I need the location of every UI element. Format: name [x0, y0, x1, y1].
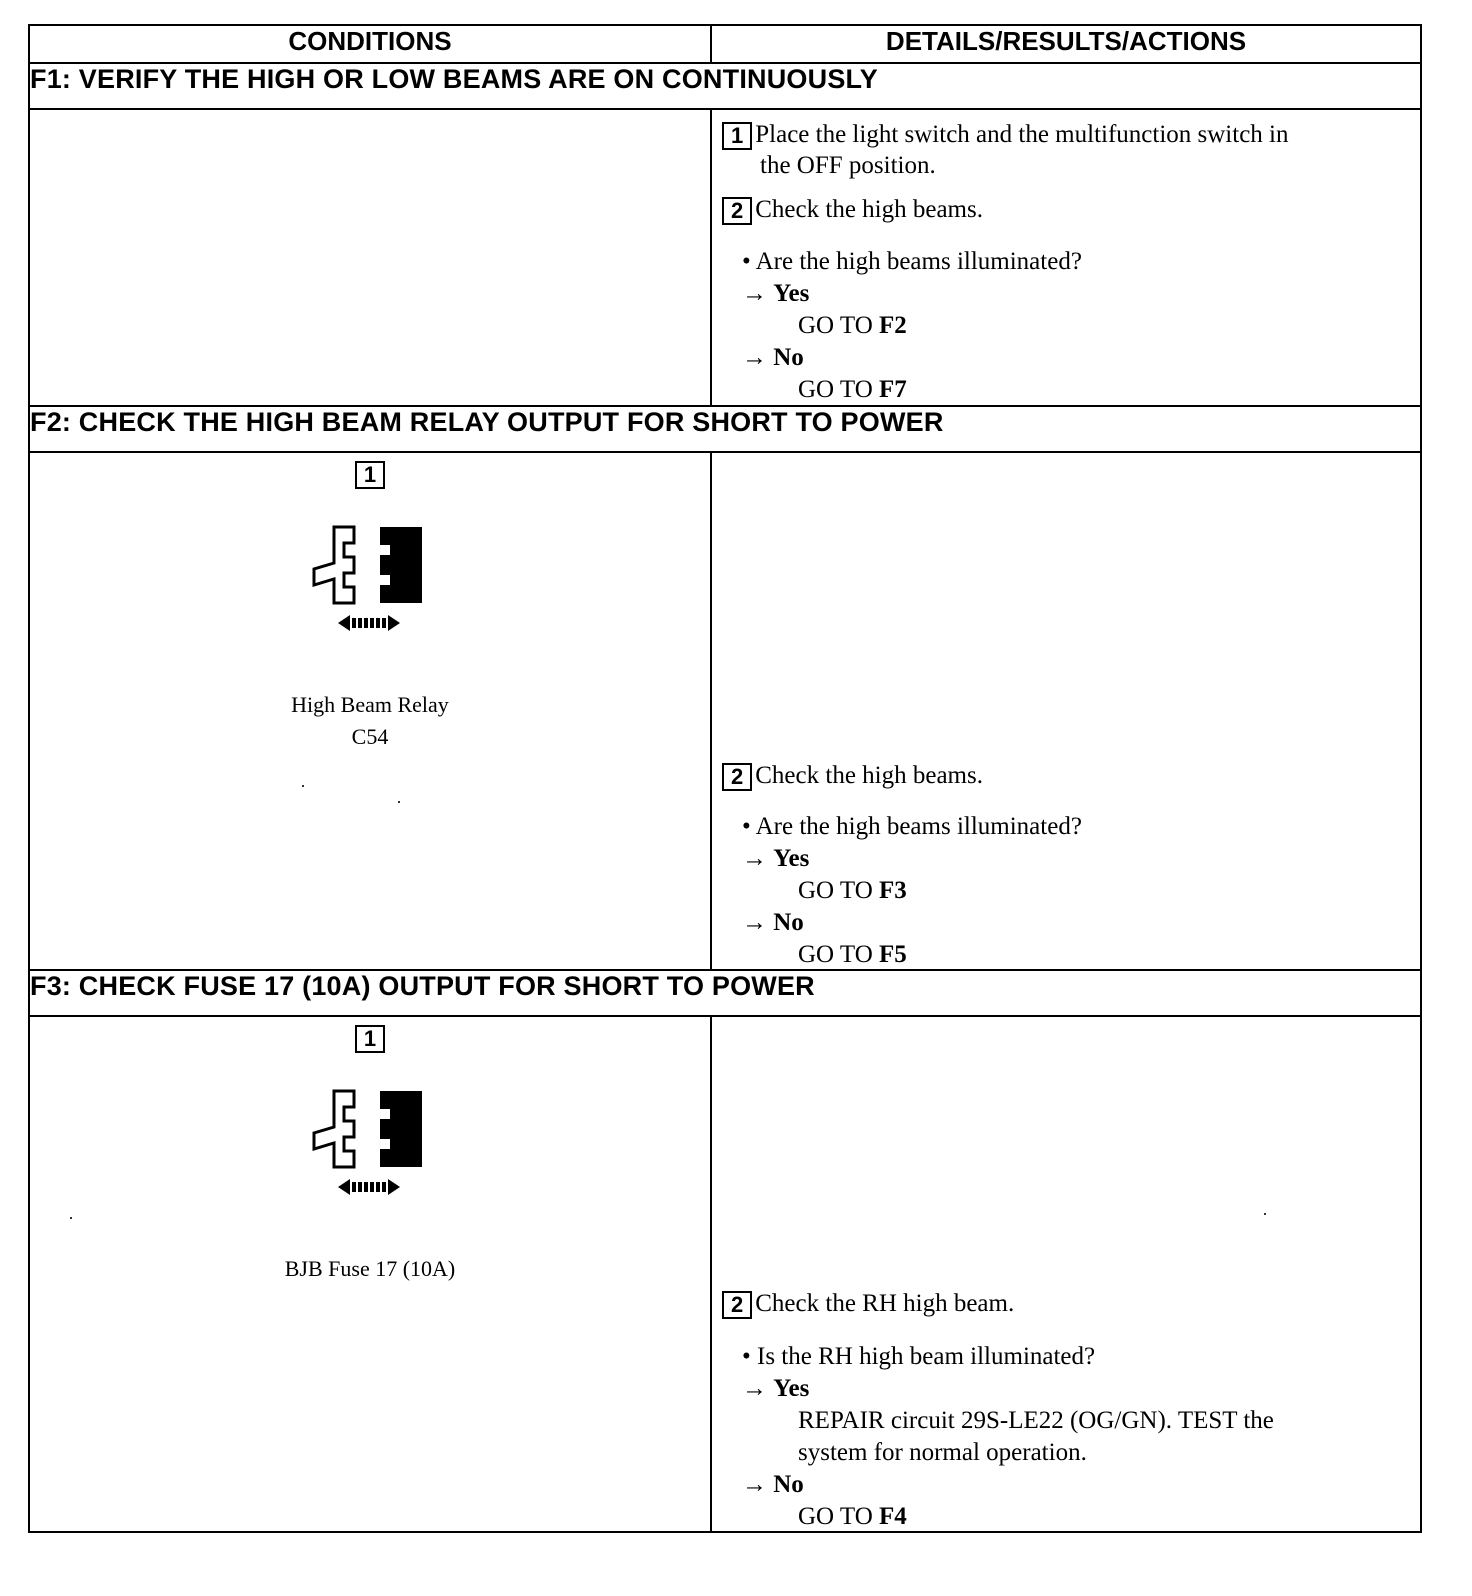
- pinpoint-test-table: [28, 24, 1422, 1533]
- f2-question: • Are the high beams illuminated?: [742, 813, 1082, 840]
- f3-step-2: [722, 1287, 1410, 1320]
- yes-label: Yes: [773, 845, 810, 872]
- step-number-box: 1: [355, 1025, 385, 1053]
- f2-no-action: [742, 939, 1410, 971]
- arrow-icon: →: [742, 845, 767, 872]
- goto-target-f3: F3: [879, 877, 907, 904]
- arrow-icon: →: [742, 1471, 767, 1498]
- f2-conditions-cell: [29, 452, 711, 970]
- f3-yes-action-line-1: REPAIR circuit 29S-LE22 (OG/GN). TEST the: [798, 1407, 1274, 1434]
- f1-step-1-text-cont: the OFF position.: [760, 152, 936, 179]
- f3-no-action: [742, 1501, 1410, 1533]
- f2-yes-branch: [742, 843, 1410, 875]
- f2-caption-line-1: High Beam Relay: [291, 692, 449, 717]
- f2-caption: [30, 689, 710, 753]
- f3-caption: BJB Fuse 17 (10A): [284, 1256, 456, 1281]
- f1-conditions-cell: [29, 109, 711, 406]
- f3-diagram: [30, 1025, 710, 1213]
- scan-speck: [1264, 1213, 1266, 1215]
- f3-no-branch: [742, 1469, 1410, 1501]
- f1-yes-branch: [742, 278, 1410, 310]
- f3-title: F3: CHECK FUSE 17 (10A) OUTPUT FOR SHORT TO POWER: [29, 970, 1421, 1016]
- details-header: DETAILS/RESULTS/ACTIONS: [711, 25, 1421, 63]
- goto-target-f7: F7: [879, 376, 907, 403]
- goto-target-f2: F2: [879, 312, 907, 339]
- f3-conditions-cell: [29, 1016, 711, 1532]
- f2-title: F2: CHECK THE HIGH BEAM RELAY OUTPUT FOR SHORT TO POWER: [29, 406, 1421, 452]
- scan-speck: [398, 801, 400, 803]
- f2-yes-action: [742, 875, 1410, 907]
- f1-step-2-text: Check the high beams.: [755, 196, 983, 223]
- f2-details-cell: [711, 452, 1421, 970]
- arrow-icon: →: [742, 280, 767, 307]
- yes-label: Yes: [773, 280, 810, 307]
- goto-target-f5: F5: [879, 941, 907, 968]
- goto-target-f4: F4: [879, 1503, 907, 1530]
- f1-question-block: [742, 246, 1410, 406]
- f1-step-1-text: Place the light switch and the multifunction switch in: [755, 121, 1289, 148]
- arrow-icon: →: [742, 909, 767, 936]
- f2-no-branch: [742, 907, 1410, 939]
- diagnostic-table-page: [28, 24, 1420, 1533]
- action-text: GO TO: [798, 376, 880, 403]
- f3-title-row: [29, 970, 1421, 1016]
- step-number-box: 1: [722, 122, 752, 150]
- action-text: GO TO: [798, 877, 880, 904]
- f3-question-block: [742, 1341, 1410, 1533]
- f1-title: F1: VERIFY THE HIGH OR LOW BEAMS ARE ON CONTINUOUSLY: [29, 63, 1421, 109]
- connector-disconnect-icon: [300, 1083, 440, 1213]
- f1-question: • Are the high beams illuminated?: [742, 248, 1082, 275]
- f3-question: • Is the RH high beam illuminated?: [742, 1343, 1096, 1370]
- f2-diagram: [30, 461, 710, 649]
- f1-yes-action: [742, 310, 1410, 342]
- action-text: GO TO: [798, 941, 880, 968]
- f1-no-action: [742, 374, 1410, 406]
- f3-details-cell: [711, 1016, 1421, 1532]
- f2-body-row: [29, 452, 1421, 970]
- f2-step-2: [722, 759, 1410, 792]
- yes-label: Yes: [773, 1375, 810, 1402]
- f1-details-cell: [711, 109, 1421, 406]
- f2-title-row: [29, 406, 1421, 452]
- no-label: No: [773, 1471, 804, 1498]
- step-number-box: 2: [722, 197, 752, 225]
- f3-step-2-text: Check the RH high beam.: [755, 1290, 1015, 1317]
- conditions-header: CONDITIONS: [29, 25, 711, 63]
- scan-speck: [70, 1217, 72, 1219]
- step-number-box: 2: [722, 763, 752, 791]
- arrow-icon: →: [742, 344, 767, 371]
- no-label: No: [773, 344, 804, 371]
- scan-speck: [302, 785, 304, 787]
- f3-body-row: [29, 1016, 1421, 1532]
- arrow-icon: →: [742, 1375, 767, 1402]
- f1-step-2: [722, 193, 1410, 226]
- f1-body-row: [29, 109, 1421, 406]
- f1-no-branch: [742, 342, 1410, 374]
- column-header-row: [29, 25, 1421, 63]
- connector-disconnect-icon: [300, 519, 440, 649]
- step-number-box: 1: [355, 461, 385, 489]
- f2-step-2-text: Check the high beams.: [755, 762, 983, 789]
- action-text: GO TO: [798, 1503, 880, 1530]
- no-label: No: [773, 909, 804, 936]
- f3-yes-action-line-2: system for normal operation.: [798, 1439, 1087, 1466]
- f3-yes-branch: [742, 1373, 1410, 1405]
- f2-caption-line-2: C54: [351, 724, 389, 749]
- f2-question-block: [742, 811, 1410, 971]
- step-number-box: 2: [722, 1291, 752, 1319]
- f1-title-row: [29, 63, 1421, 109]
- f1-step-1: [722, 118, 1410, 182]
- action-text: GO TO: [798, 312, 880, 339]
